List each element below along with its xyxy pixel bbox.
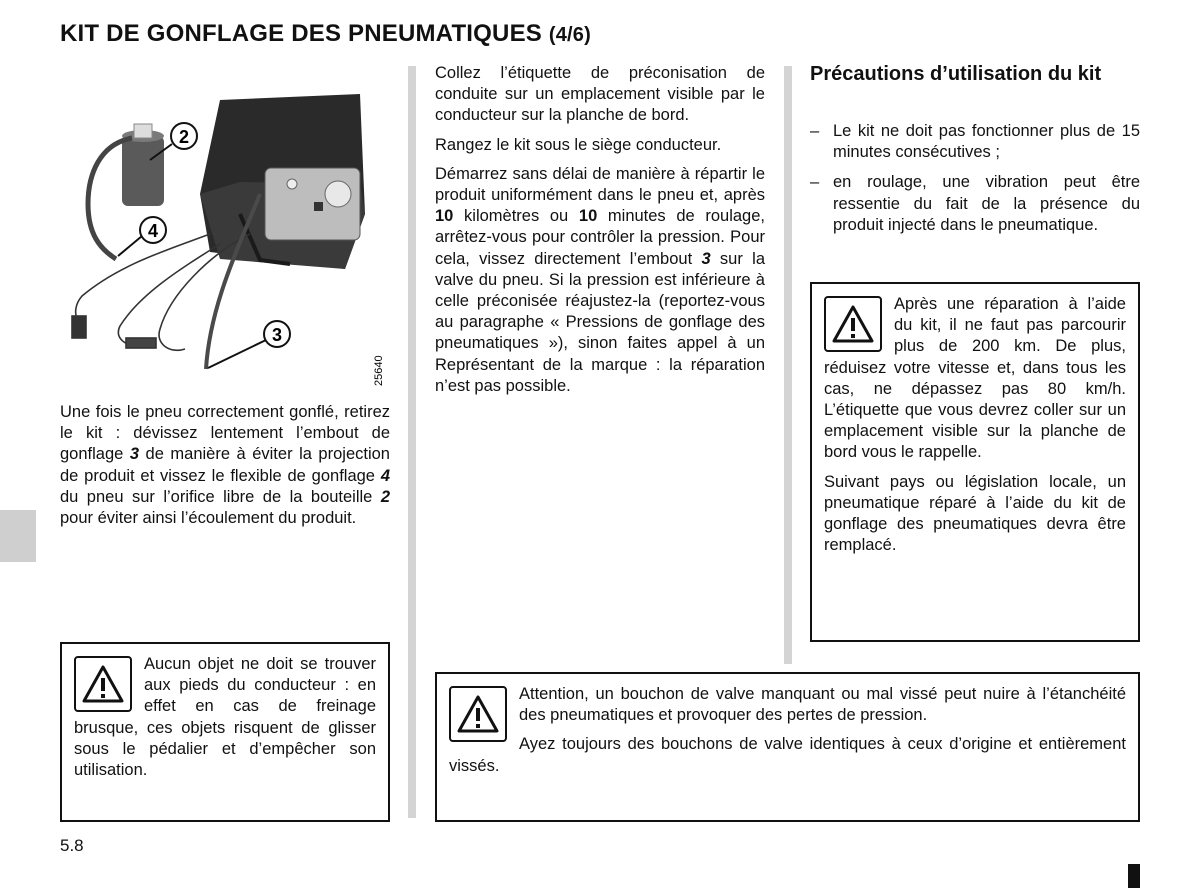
bold-number: 10 — [435, 207, 454, 226]
ref-number: 3 — [129, 445, 140, 464]
compressor-kit-icon — [200, 94, 365, 269]
section-heading: Précautions d’utilisation du kit — [810, 63, 1102, 85]
corner-mark — [1128, 864, 1140, 888]
text-span: minutes de roulage, arrêtez-vous pour contrôler la pression. Pour cela, vissez directement l’embout — [435, 207, 765, 268]
text-span: Démarrez sans délai de manière à répartir le produit uniformément dans le pneu et, après — [435, 164, 765, 205]
ref-number: 3 — [701, 249, 711, 268]
page-number: 5.8 — [60, 836, 84, 855]
column-divider-2 — [784, 66, 792, 664]
text-span: du pneu sur l’orifice libre de la bouteille — [60, 487, 381, 506]
bold-number: 10 — [578, 207, 598, 226]
warning-triangle-icon — [74, 656, 132, 712]
warning-box-1 — [60, 642, 390, 822]
warning-triangle-icon — [449, 686, 507, 742]
col2-p2: Rangez le kit sous le siège conducteur. — [435, 135, 722, 154]
page-indicator: (4/6) — [548, 24, 591, 46]
chapter-tab — [0, 510, 36, 562]
col1-paragraph — [60, 402, 390, 537]
warning-box-3 — [435, 672, 1140, 822]
text-span: Une fois le pneu correctement gonflé, retirez le kit : dévissez lentement l’embout de gonflage — [60, 403, 390, 464]
callout-4: 4 — [147, 221, 159, 241]
warning-box-2 — [810, 282, 1140, 642]
text-span: de manière à éviter la projection de produit et vissez le flexible de gonflage — [60, 445, 390, 485]
list-item: – en roulage, une vibration peut être ressentie du fait de la présence du produit injecté dans le pneumatique. — [810, 172, 1140, 236]
text-span: kilomètres ou — [453, 207, 579, 226]
title-text: KIT DE GONFLAGE DES PNEUMATIQUES — [60, 20, 542, 47]
callout-3: 3 — [271, 325, 283, 345]
warning-triangle-icon — [824, 296, 882, 352]
col2-p3 — [435, 164, 765, 397]
figure-code: 25640 — [373, 355, 385, 386]
text-span: sur la valve du pneu. Si la pression est inférieure à celle préconisée réajustez-la (reportez-vous au paragraphe « Pressions de gonflage des pneumatiques »), sinon faites appel à un Représentant de la marque : la réparation n’est pas possible. — [435, 249, 765, 395]
callout-2: 2 — [178, 127, 190, 147]
ref-number: 4 — [380, 466, 390, 485]
warning-3-text-2: Ayez toujours des bouchons de valve identiques à ceux d’origine et entièrement vissés. — [449, 735, 1126, 775]
precautions-list — [810, 121, 1140, 245]
col2-text — [435, 63, 765, 405]
list-item: – Le kit ne doit pas fonctionner plus de 15 minutes consécutives ; — [810, 121, 1140, 163]
kit-photo — [60, 64, 395, 394]
warning-3-text-1: Attention, un bouchon de valve manquant ou mal vissé peut nuire à l’étanchéité des pneumatiques et provoquer des pertes de pression. — [519, 685, 1126, 725]
warning-2-text-2: Suivant pays ou législation locale, un pneumatique réparé à l’aide du kit de gonflage des pneumatiques devra être remplacé. — [824, 472, 1126, 555]
warning-1-text: Aucun objet ne doit se trouver aux pieds du conducteur : en effet en cas de freinage brusque, ces objets risquent de glisser sous le pédalier et d’empêcher son utilisation. — [74, 655, 376, 780]
column-divider-1 — [408, 66, 416, 818]
kit-illustration — [60, 64, 395, 394]
page-title — [60, 20, 591, 48]
text-span: pour éviter ainsi l’écoulement du produit. — [60, 509, 357, 528]
ref-number: 2 — [380, 487, 390, 506]
refit-paragraph — [60, 402, 390, 529]
warning-2-text-1: Après une réparation à l’aide du kit, il ne faut pas parcourir plus de 200 km. De plus, réduisez votre vitesse et, dans tous les cas, ne dépassez pas 80 km/h. L’étiquette que vous devrez coller sur un emplacement visible sur la planche de bord vous le rappelle. — [824, 295, 1126, 462]
col2-p1: Collez l’étiquette de préconisation de conduite sur un emplacement visible par le conducteur sur la planche de bord. — [435, 64, 765, 125]
